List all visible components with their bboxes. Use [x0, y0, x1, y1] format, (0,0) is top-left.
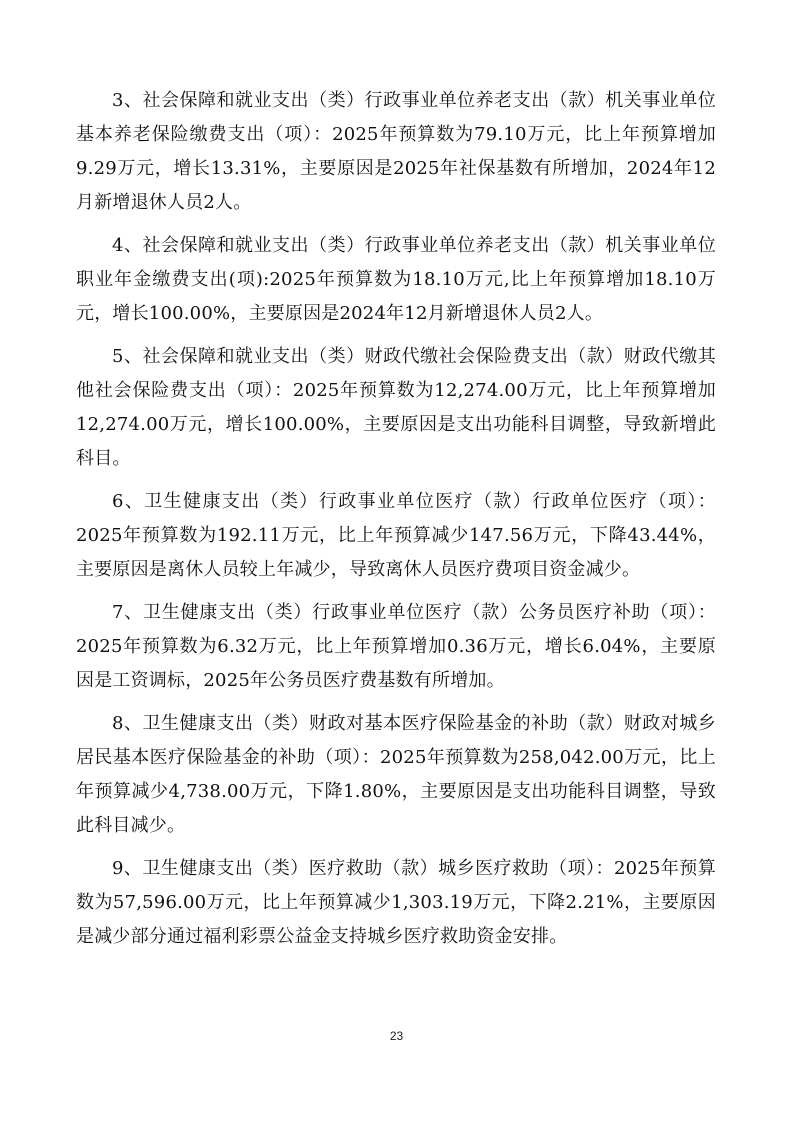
paragraph-item-6: 6、卫生健康支出（类）行政事业单位医疗（款）行政单位医疗（项）：2025年预算数为192.11万元，比上年预算减少147.56万元，下降43.44%，主要原因是离休人员较上年减少，导致离休人员医疗费项目资金减少。 — [76, 491, 716, 580]
document-body — [76, 84, 716, 963]
paragraph-item-7: 7、卫生健康支出（类）行政事业单位医疗（款）公务员医疗补助（项）：2025年预算数为6.32万元，比上年预算增加0.36万元，增长6.04%，主要原因是工资调标，2025年公务员医疗费基数有所增加。 — [76, 602, 716, 691]
paragraph-item-3: 3、社会保障和就业支出（类）行政事业单位养老支出（款）机关事业单位基本养老保险缴费支出（项）：2025年预算数为79.10万元，比上年预算增加9.29万元，增长13.31%，主要原因是2025年社保基数有所增加，2024年12月新增退休人员2人。 — [76, 90, 716, 213]
paragraph-item-5: 5、社会保障和就业支出（类）财政代缴社会保险费支出（款）财政代缴其他社会保险费支出（项）：2025年预算数为12,274.00万元，比上年预算增加12,274.00万元，增长100.00%，主要原因是支出功能科目调整，导致新增此科目。 — [76, 346, 716, 469]
paragraph-item-4: 4、社会保障和就业支出（类）行政事业单位养老支出（款）机关事业单位职业年金缴费支出(项):2025年预算数为18.10万元,比上年预算增加18.10万元，增长100.00%，主要原因是2024年12月新增退休人员2人。 — [76, 235, 716, 324]
paragraph-item-8: 8、卫生健康支出（类）财政对基本医疗保险基金的补助（款）财政对城乡居民基本医疗保险基金的补助（项）：2025年预算数为258,042.00万元，比上年预算减少4,738.00万元，下降1.80%，主要原因是支出功能科目调整，导致此科目减少。 — [76, 713, 716, 836]
page-number: 23 — [389, 1029, 404, 1043]
paragraph-item-9: 9、卫生健康支出（类）医疗救助（款）城乡医疗救助（项）：2025年预算数为57,596.00万元，比上年预算减少1,303.19万元，下降2.21%，主要原因是减少部分通过福利彩票公益金支持城乡医疗救助资金安排。 — [76, 858, 716, 947]
